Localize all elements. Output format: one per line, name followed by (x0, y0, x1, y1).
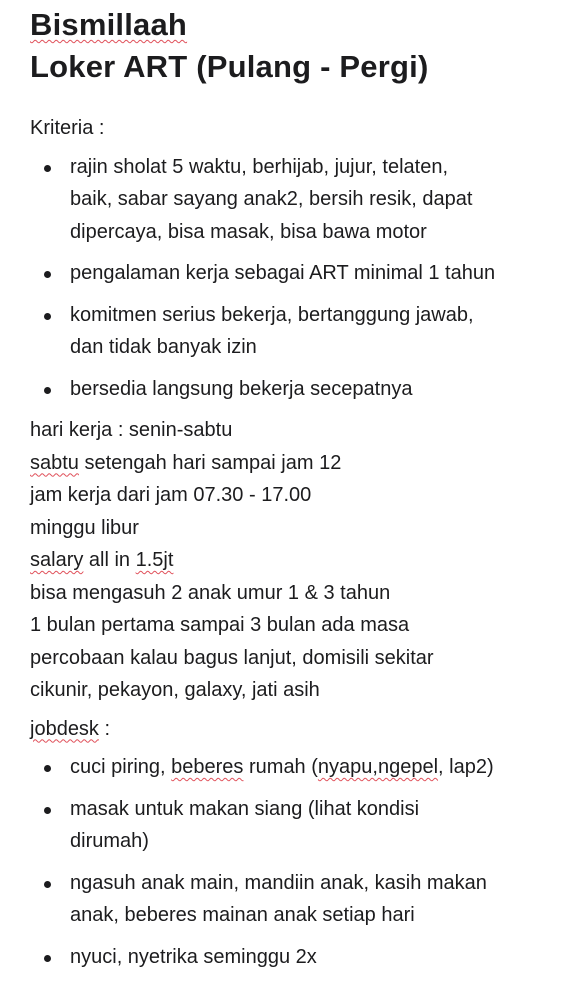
criteria-list (30, 151, 558, 406)
jobdesk-item: ngasuh anak main, mandiin anak, kasih makan anak, beberes mainan anak setiap hari (30, 867, 558, 932)
childcare: bisa mengasuh 2 anak umur 1 & 3 tahun (30, 581, 391, 604)
salary: salary all in 1.5jt (30, 549, 174, 571)
bullet-icon (44, 807, 51, 814)
criteria-label: Kriteria : (30, 117, 105, 139)
bullet-icon (44, 387, 51, 394)
jobdesk-item: cuci piring, beberes rumah (nyapu,ngepel, lap2) (30, 751, 558, 784)
probation-line: 1 bulan pertama sampai 3 bulan ada masa (30, 614, 410, 636)
criteria-item: komitmen serius bekerja, bertanggung jawab, dan tidak banyak izin (30, 299, 558, 364)
saturday-hours: sabtu setengah hari sampai jam 12 (30, 451, 342, 474)
bullet-icon (44, 271, 51, 278)
job-details (30, 414, 558, 707)
bullet-icon (44, 881, 51, 888)
off-day: minggu libur (30, 516, 139, 539)
title-line-2: Loker ART (Pulang - Pergi) (30, 49, 429, 84)
bullet-icon (44, 165, 51, 172)
bullet-icon (44, 313, 51, 320)
jobdesk-item: masak untuk makan siang (lihat kondisi dirumah) (30, 793, 558, 858)
bullet-icon (44, 765, 51, 772)
probation-line: percobaan kalau bagus lanjut, domisili sekitar (30, 646, 434, 669)
jobdesk-list (30, 751, 558, 973)
note-title (30, 4, 558, 88)
work-hours: jam kerja dari jam 07.30 - 17.00 (30, 484, 312, 506)
criteria-item: bersedia langsung bekerja secepatnya (30, 373, 558, 406)
bullet-icon (44, 955, 51, 962)
criteria-item: pengalaman kerja sebagai ART minimal 1 tahun (30, 257, 558, 290)
probation-line: cikunir, pekayon, galaxy, jati asih (30, 679, 320, 701)
jobdesk-label: jobdesk : (30, 717, 111, 740)
title-line-1: Bismillaah (30, 7, 188, 42)
jobdesk-item: nyuci, nyetrika seminggu 2x (30, 941, 558, 974)
work-days: hari kerja : senin-sabtu (30, 419, 233, 441)
criteria-item: rajin sholat 5 waktu, berhijab, jujur, telaten, baik, sabar sayang anak2, bersih resik, dapat dipercaya, bisa masak, bisa bawa motor (30, 151, 558, 249)
